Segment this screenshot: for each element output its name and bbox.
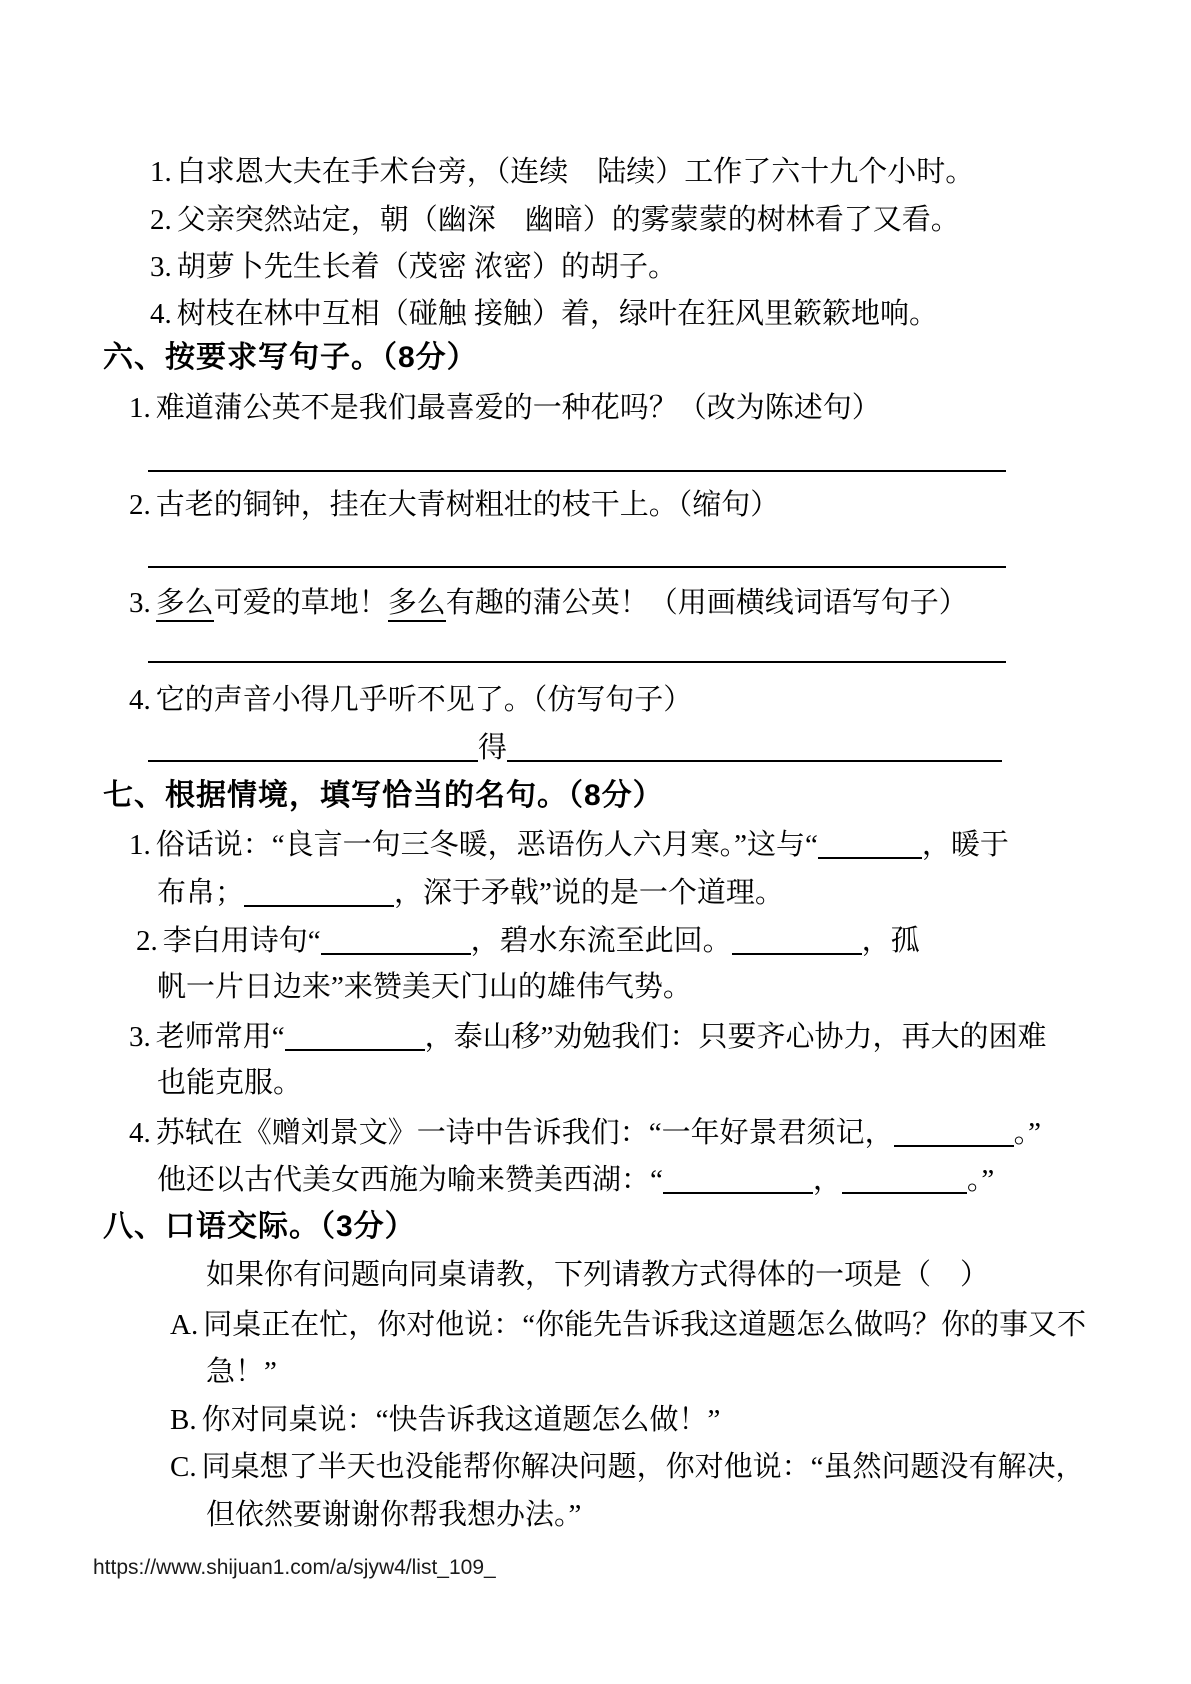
blank-field: [732, 924, 862, 955]
item-text: 布帛；: [157, 877, 245, 909]
item-text: 白求恩大夫在手术台旁，（连续 陆续）工作了六十九个小时。: [176, 156, 975, 188]
section-seven-item-1-line-1: [129, 828, 1009, 861]
blank-field: [148, 731, 478, 762]
item-number: 4.: [129, 1117, 151, 1149]
item-text: 老师常用“: [155, 1021, 285, 1053]
section-seven-item-1-line-2: [157, 876, 784, 909]
footer-url: https://www.shijuan1.com/a/sjyw4/list_109_: [93, 1556, 496, 1579]
option-text: 你对同桌说：“快告诉我这道题怎么做！”: [201, 1404, 721, 1436]
item-text: 苏轼在《赠刘景文》一诗中告诉我们：“一年好景君须记，: [155, 1117, 894, 1149]
blank-field: [321, 924, 471, 955]
option-c-line-1: [170, 1451, 1084, 1483]
item-number: 4.: [150, 298, 172, 330]
item-number: 1.: [129, 829, 151, 861]
item-text: 可爱的草地！: [213, 587, 388, 619]
item-text: ，碧水东流至此回。: [470, 925, 732, 957]
option-label: A.: [170, 1309, 199, 1341]
section-seven-heading: 七、根据情境，填写恰当的名句。（8分）: [103, 779, 664, 812]
answer-rule: [148, 566, 1006, 568]
item-number: 3.: [129, 587, 151, 619]
item-text: ，孤: [861, 925, 920, 957]
blank-field: [894, 1116, 1014, 1147]
section-six-heading: 六、按要求写句子。（8分）: [103, 341, 478, 374]
item-number: 2.: [150, 204, 172, 236]
item-number: 4.: [129, 684, 151, 716]
blank-field: [818, 828, 922, 859]
connector-answer-line: [148, 731, 1002, 764]
section-six-item-3: [129, 587, 968, 619]
option-label: B.: [170, 1404, 197, 1436]
item-text: 他还以古代美女西施为喻来赞美西湖：“: [157, 1164, 663, 1196]
item-text: 树枝在林中互相（碰触 接触）着，绿叶在狂风里簌簌地响。: [176, 298, 939, 330]
connector-word: 得: [478, 732, 508, 764]
section-seven-item-4-line-1: [129, 1116, 1041, 1149]
option-c-line-2: 但依然要谢谢你帮我想办法。”: [206, 1499, 582, 1531]
underlined-word: 多么: [388, 587, 446, 622]
item-text: 古老的铜钟，挂在大青树粗壮的枝干上。（缩句）: [155, 489, 780, 521]
section-seven-item-4-line-2: [157, 1163, 994, 1196]
item-number: 2.: [136, 925, 158, 957]
section-six-item-4: [129, 684, 692, 716]
item-text: ，暖于: [921, 829, 1009, 861]
blank-field: [507, 731, 1002, 762]
underlined-word: 多么: [156, 587, 214, 622]
section-six-item-2: [129, 489, 779, 521]
option-b-line: [170, 1404, 720, 1436]
word-choice-line-4: [150, 298, 938, 330]
item-text: ，泰山移”劝勉我们：只要齐心协力，再大的困难: [424, 1021, 1047, 1053]
option-text: 同桌正在忙，你对他说：“你能先告诉我这道题怎么做吗？你的事又不: [203, 1309, 1087, 1341]
word-choice-line-1: [150, 156, 974, 188]
item-text: 有趣的蒲公英！（用画横线词语写句子）: [445, 587, 968, 619]
item-text: 胡萝卜先生长着（茂密 浓密）的胡子。: [176, 251, 678, 283]
item-text: 俗话说：“良言一句三冬暖，恶语伤人六月寒。”这与“: [155, 829, 818, 861]
option-a-line-1: [170, 1309, 1086, 1341]
blank-field: [842, 1163, 967, 1194]
word-choice-line-2: [150, 204, 960, 236]
section-seven-item-2-line-1: [136, 924, 920, 957]
answer-rule: [148, 661, 1006, 663]
item-text: ，深于矛戟”说的是一个道理。: [394, 877, 784, 909]
item-text: ，: [812, 1164, 842, 1196]
section-seven-item-2-line-2: 帆一片日边来”来赞美天门山的雄伟气势。: [157, 971, 692, 1003]
item-text: 它的声音小得几乎听不见了。（仿写句子）: [155, 684, 693, 716]
item-number: 3.: [129, 1021, 151, 1053]
item-text: 父亲突然站定，朝（幽深 幽暗）的雾蒙蒙的树林看了又看。: [176, 204, 960, 236]
item-number: 3.: [150, 251, 172, 283]
blank-field: [244, 876, 394, 907]
section-seven-item-3-line-1: [129, 1020, 1047, 1053]
item-text: 李白用诗句“: [162, 925, 321, 957]
section-eight-heading: 八、口语交际。（3分）: [103, 1210, 416, 1243]
word-choice-line-3: [150, 251, 677, 283]
option-text: 同桌想了半天也没能帮你解决问题，你对他说：“虽然问题没有解决，: [201, 1451, 1085, 1483]
item-text: 。”: [966, 1164, 995, 1196]
item-number: 2.: [129, 489, 151, 521]
section-seven-item-3-line-2: 也能克服。: [157, 1067, 303, 1099]
blank-field: [285, 1020, 425, 1051]
item-text: 难道蒲公英不是我们最喜爱的一种花吗？（改为陈述句）: [155, 392, 881, 424]
answer-rule: [148, 470, 1006, 472]
section-six-item-1: [129, 392, 881, 424]
option-label: C.: [170, 1451, 197, 1483]
option-a-line-2: 急！”: [206, 1356, 277, 1388]
blank-field: [663, 1163, 813, 1194]
section-eight-intro: 如果你有问题向同桌请教，下列请教方式得体的一项是（ ）: [206, 1259, 990, 1291]
item-number: 1.: [129, 392, 151, 424]
item-number: 1.: [150, 156, 172, 188]
item-text: 。”: [1013, 1117, 1041, 1149]
